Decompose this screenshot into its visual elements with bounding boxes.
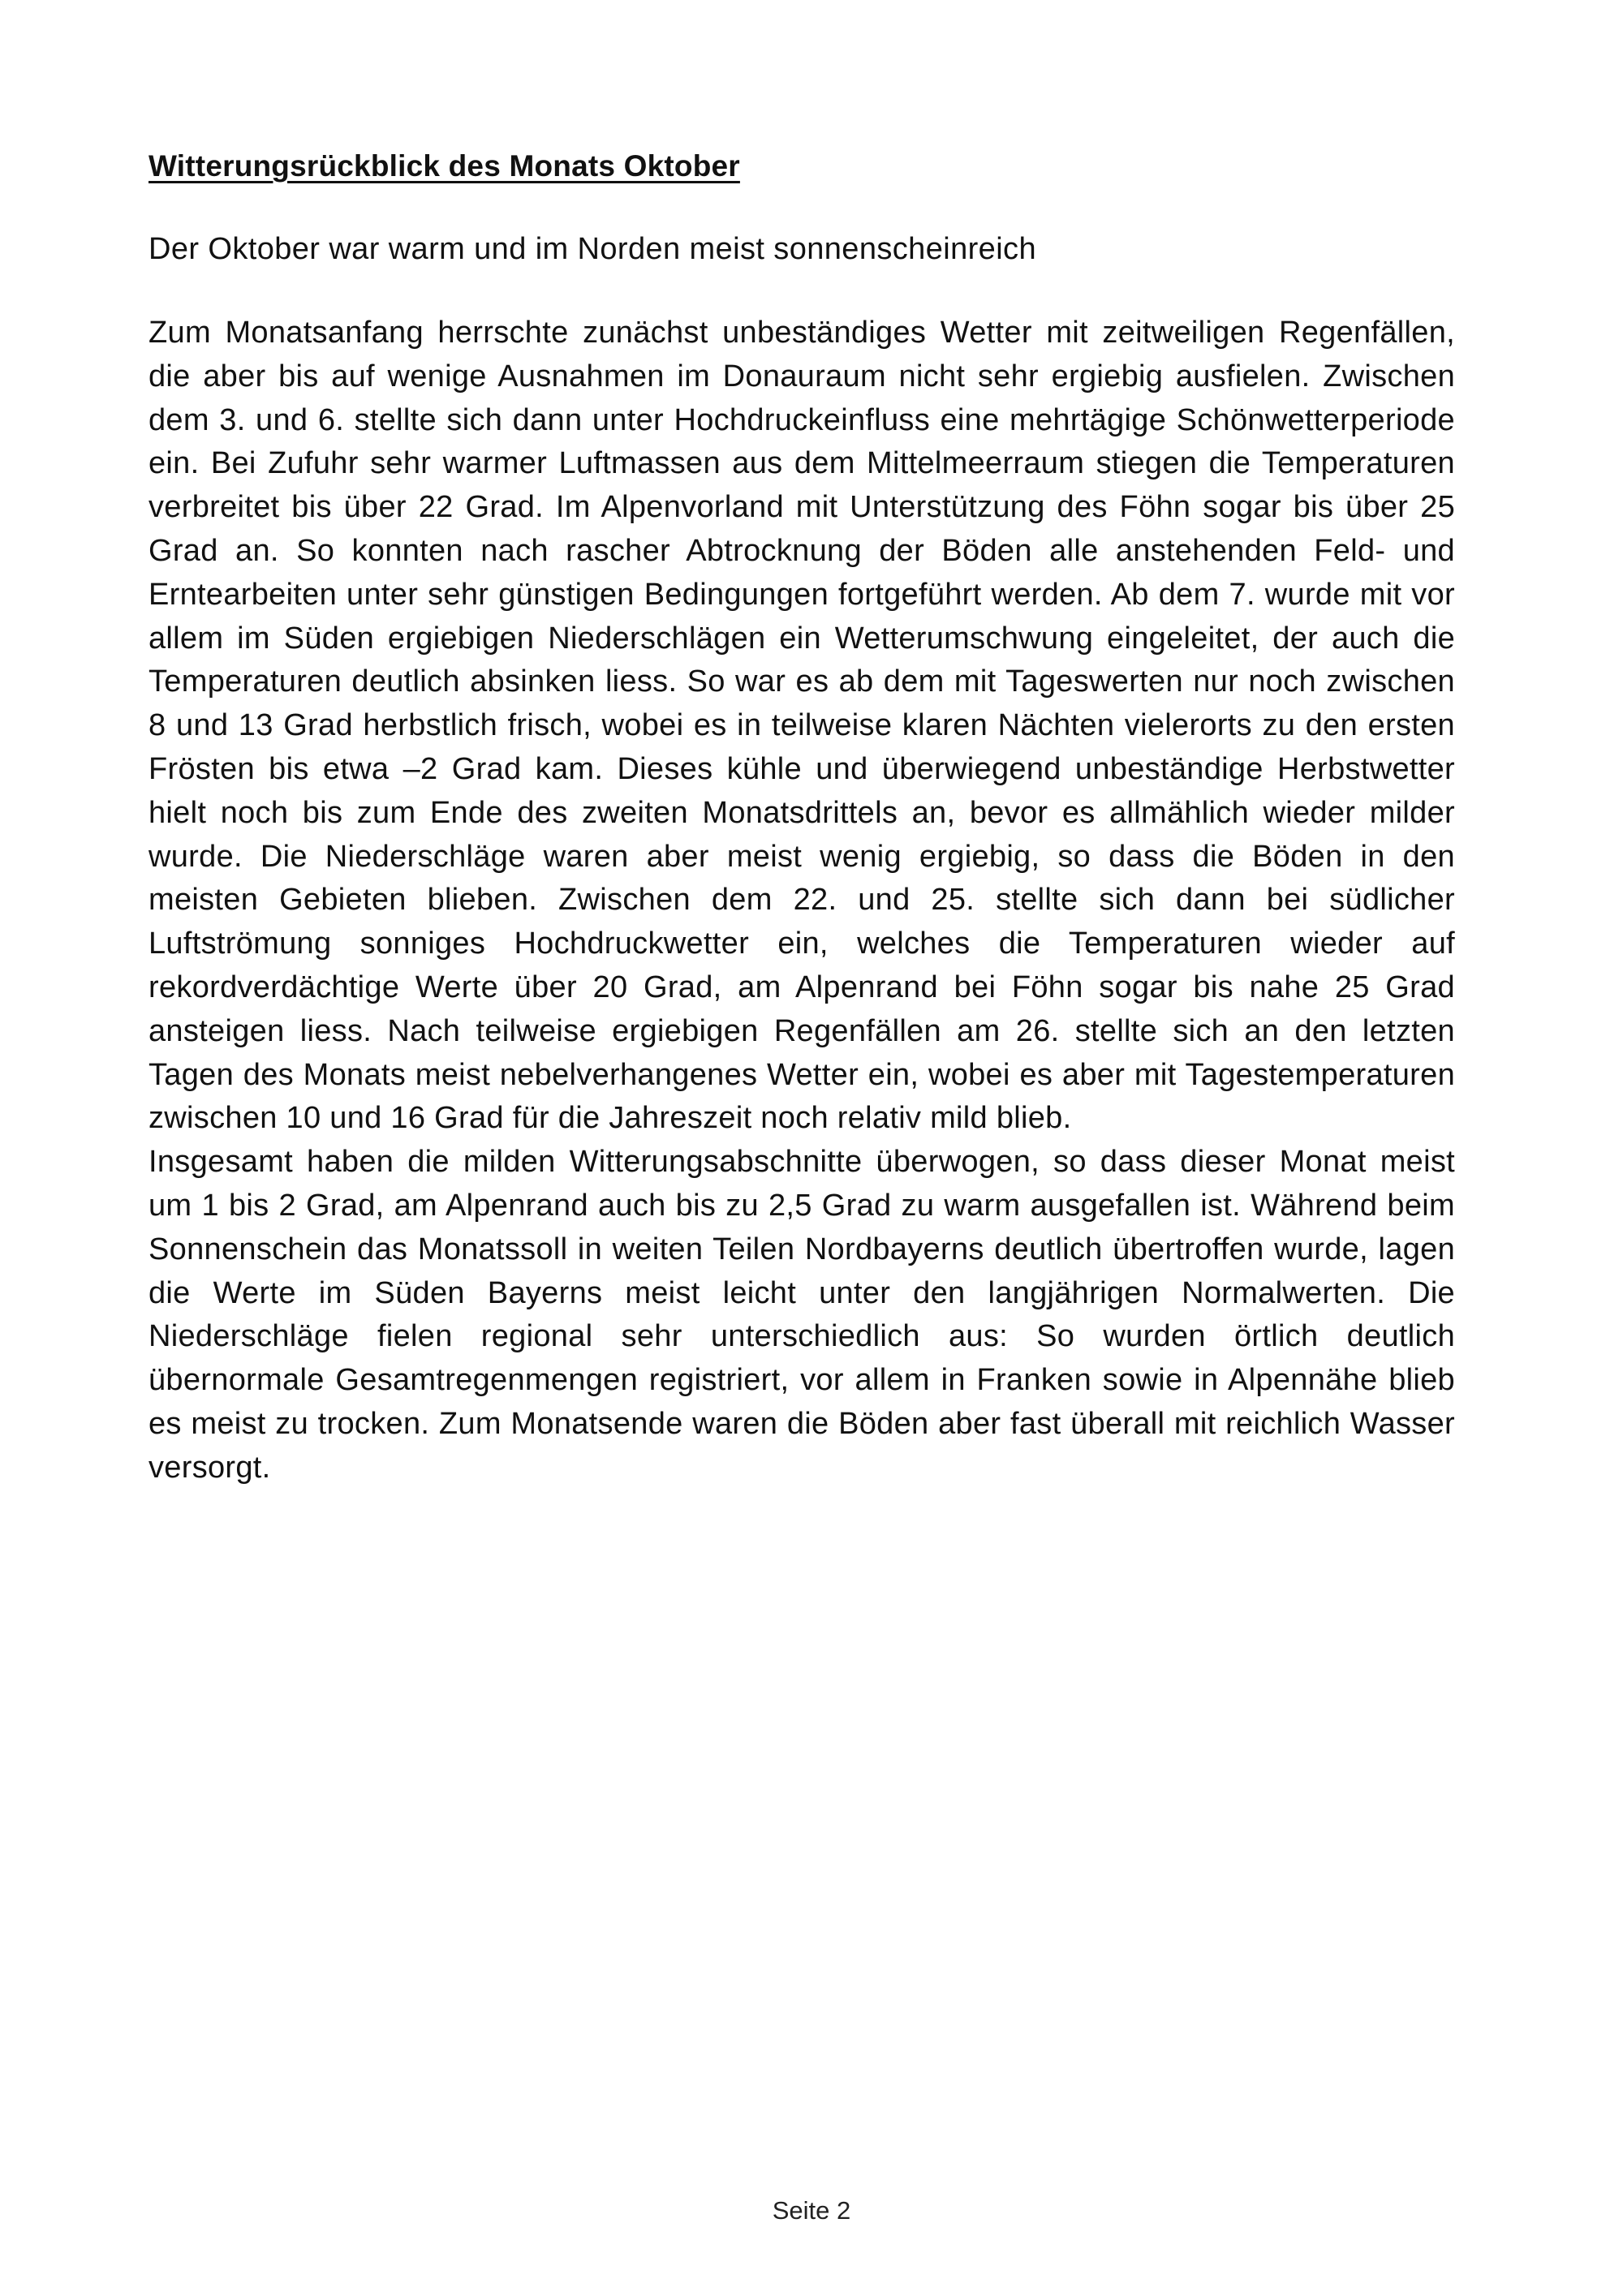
page-number: Seite 2	[772, 2196, 851, 2225]
body-paragraph: Insgesamt haben die milden Witterungsabschnitte überwogen, so dass dieser Monat meist um 1 bis 2 Grad, am Alpenrand auch bis zu 2,5 Grad zu warm ausgefallen ist. Während beim Sonnenschein das Monatssoll in weiten Teilen Nordbayerns deutlich übertroffen wurde, lagen die Werte im Süden Bayerns meist leicht unter den langjährigen Normalwerten. Die Niederschläge fielen regional sehr unterschiedlich aus: So wurden örtlich deutlich übernormale Gesamtregenmengen registriert, vor allem in Franken sowie in Alpennähe blieb es meist zu trocken. Zum Monatsende waren die Böden aber fast überall mit reichlich Wasser versorgt.	[149, 1145, 1455, 1485]
document-title: Witterungsrückblick des Monats Oktober	[149, 149, 740, 183]
document-content	[149, 146, 1455, 1490]
document-subtitle: Der Oktober war warm und im Norden meist sonnenscheinreich	[149, 232, 1036, 266]
document-body	[149, 312, 1455, 1490]
body-paragraph: Zum Monatsanfang herrschte zunächst unbeständiges Wetter mit zeitweiligen Regenfällen, die aber bis auf wenige Ausnahmen im Donauraum nicht sehr ergiebig ausfielen. Zwischen dem 3. und 6. stellte sich dann unter Hochdruckeinfluss eine mehrtägige Schönwetterperiode ein. Bei Zufuhr sehr warmer Luftmassen aus dem Mittelmeerraum stiegen die Temperaturen verbreitet bis über 22 Grad. Im Alpenvorland mit Unterstützung des Föhn sogar bis über 25 Grad an. So konnten nach rascher Abtrocknung der Böden alle anstehenden Feld- und Erntearbeiten unter sehr günstigen Bedingungen fortgeführt werden. Ab dem 7. wurde mit vor allem im Süden ergiebigen Niederschlägen ein Wetterumschwung eingeleitet, der auch die Temperaturen deutlich absinken liess. So war es ab dem mit Tageswerten nur noch zwischen 8 und 13 Grad herbstlich frisch, wobei es in teilweise klaren Nächten vielerorts zu den ersten Frösten bis etwa –2 Grad kam. Dieses kühle und überwiegend unbeständige Herbstwetter hielt noch bis zum Ende des zweiten Monatsdrittels an, bevor es allmählich wieder milder wurde. Die Niederschläge waren aber meist wenig ergiebig, so dass die Böden in den meisten Gebieten blieben. Zwischen dem 22. und 25. stellte sich dann bei südlicher Luftströmung sonniges Hochdruckwetter ein, welches die Temperaturen wieder auf rekordverdächtige Werte über 20 Grad, am Alpenrand bei Föhn sogar bis nahe 25 Grad ansteigen liess. Nach teilweise ergiebigen Regenfällen am 26. stellte sich an den letzten Tagen des Monats meist nebelverhangenes Wetter ein, wobei es aber mit Tagestemperaturen zwischen 10 und 16 Grad für die Jahreszeit noch relativ mild blieb.	[149, 316, 1455, 1136]
